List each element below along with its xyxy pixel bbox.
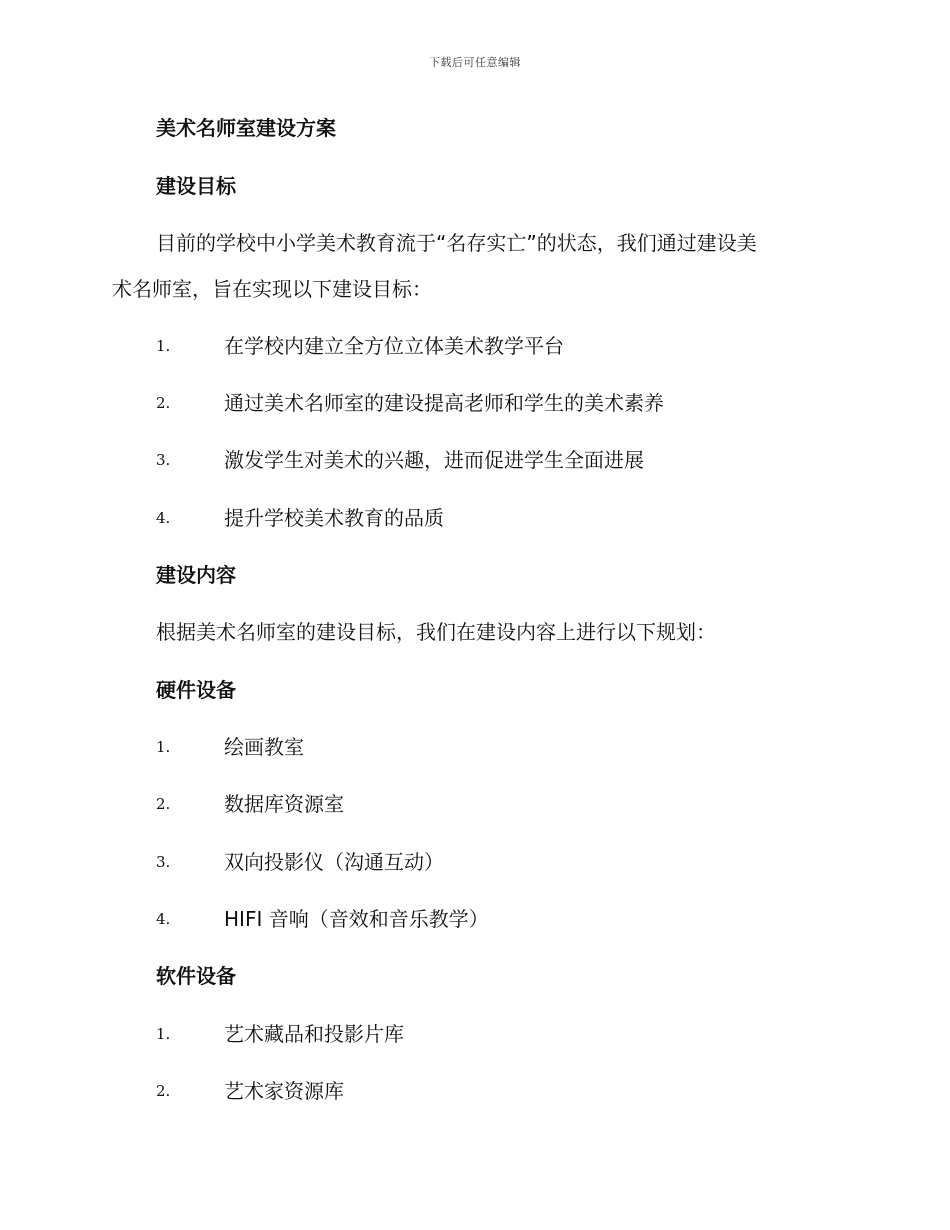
section-heading-goal: 建设目标 [156,174,236,198]
list-item-text: 艺术藏品和投影片库 [224,1022,404,1046]
list-item-number: 1. [156,738,171,756]
list-item-text: 激发学生对美术的兴趣，进而促进学生全面进展 [224,448,644,472]
list-item-text: 双向投影仪（沟通互动） [224,850,444,874]
list-item-text: 在学校内建立全方位立体美术教学平台 [224,334,564,358]
list-item-text: HIFI 音响（音效和音乐教学） [224,907,489,931]
list-item-text: 艺术家资源库 [224,1079,344,1103]
goal-intro-line-1: 目前的学校中小学美术教育流于“名存实亡”的状态，我们通过建设美 [156,231,757,255]
section-heading-software: 软件设备 [156,964,236,988]
list-item-number: 2. [156,394,171,412]
document-title: 美术名师室建设方案 [156,116,336,140]
list-item-number: 3. [156,853,171,871]
list-item-number: 2. [156,795,171,813]
list-item-number: 3. [156,451,171,469]
list-item-text: 通过美术名师室的建设提高老师和学生的美术素养 [224,391,664,415]
list-item-number: 1. [156,337,171,355]
content-intro: 根据美术名师室的建设目标，我们在建设内容上进行以下规划： [156,620,716,644]
section-heading-hardware: 硬件设备 [156,678,236,702]
list-item-text: 数据库资源室 [224,792,344,816]
list-item-text: 提升学校美术教育的品质 [224,506,444,530]
list-item-number: 1. [156,1025,171,1043]
page-header: 下载后可任意编辑 [429,56,521,69]
list-item-number: 2. [156,1082,171,1100]
list-item-text: 绘画教室 [224,735,304,759]
list-item-number: 4. [156,509,171,527]
list-item-number: 4. [156,910,171,928]
goal-intro-line-2: 术名师室，旨在实现以下建设目标： [112,277,432,301]
section-heading-content: 建设内容 [156,563,236,587]
